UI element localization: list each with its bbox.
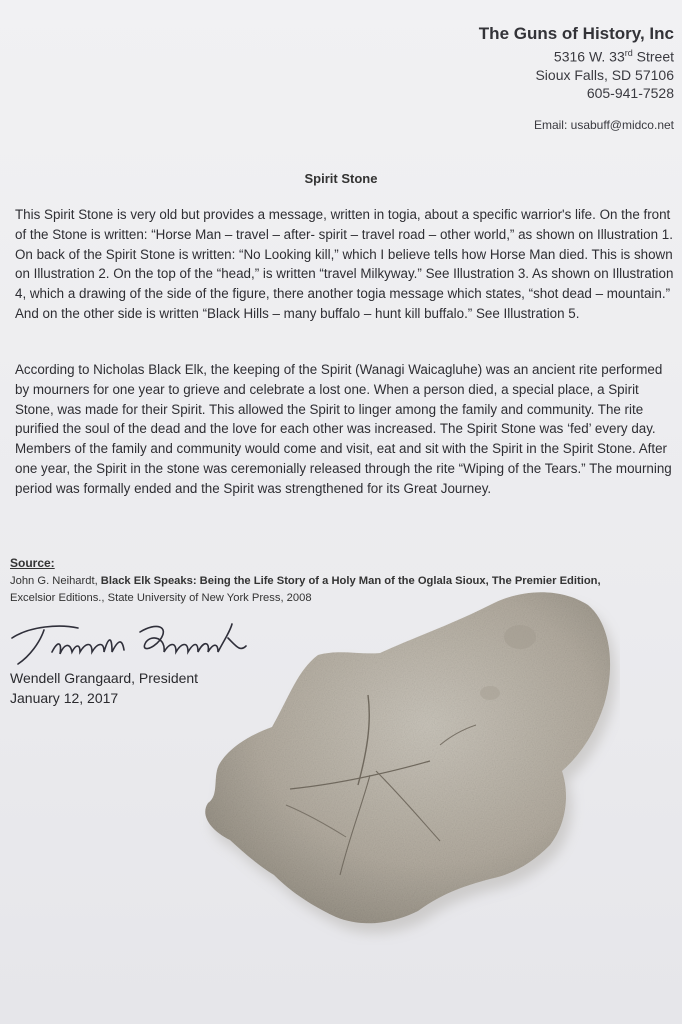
citation-author: John G. Neihardt, [10,575,101,587]
company-name: The Guns of History, Inc [478,24,674,43]
signature-date: January 12, 2017 [10,690,119,706]
body-paragraph-1: This Spirit Stone is very old but provides a message, written in togia, about a specific warrior's life. On the front of the Stone is written: “Horse Man – travel – after- spirit – travel road – other world,” as shown on Illustration 1. On back of the Spirit Stone is written: “No Looking kill,” which I believe tells how Horse Man died. This is shown on Illustration 2. On the top of the “head,” is written “travel Milkyway.” See Illustration 3. As shown on Illustration 4, which a drawing of the side of the figure, there another togia message which states, “shot dead – mountain.” And on the other side is written “Black Hills – many buffalo – hunt kill buffalo.” See Illustration 5. [15,207,674,321]
citation-publisher: Excelsior Editions., State University of New York Press, 2008 [10,592,312,604]
street-number: 5316 W. 33 [553,48,625,65]
ordinal-suffix: rd [624,48,633,58]
letterhead [479,24,674,102]
document-title: Spirit Stone [304,171,378,186]
phone-number: 605-941-7528 [586,84,674,101]
street-name: Street [632,48,674,65]
spirit-stone-photo [190,575,620,945]
street-address [479,44,674,66]
email-address: Email: usabuff@midco.net [533,118,674,132]
source-label: Source: [10,556,55,570]
city-state-zip: Sioux Falls, SD 57106 [535,66,674,83]
citation-book-title: Black Elk Speaks: Being the Life Story of a Holy Man of the Oglala Sioux, The Premier Edition, [100,575,601,587]
signer-name: Wendell Grangaard, President [10,670,199,686]
body-paragraph-2: According to Nicholas Black Elk, the keeping of the Spirit (Wanagi Waicagluhe) was an ancient rite performed by mourners for one year to grieve and celebrate a lost one. When a person died, a special place, a Spirit Stone, was made for their Spirit. This allowed the Spirit to linger among the family and community. The rite purified the soul of the dead and the love for each other was increased. The Spirit Stone was ‘fed’ every day. Members of the family and community would come and visit, eat and sit with the Spirit in the Spirit Stone. After one year, the Spirit in the stone was ceremonially released through the rite “Wiping of the Tears.” The mourning period was formally ended and the Spirit was strengthened for its Great Journey. [15,362,672,496]
